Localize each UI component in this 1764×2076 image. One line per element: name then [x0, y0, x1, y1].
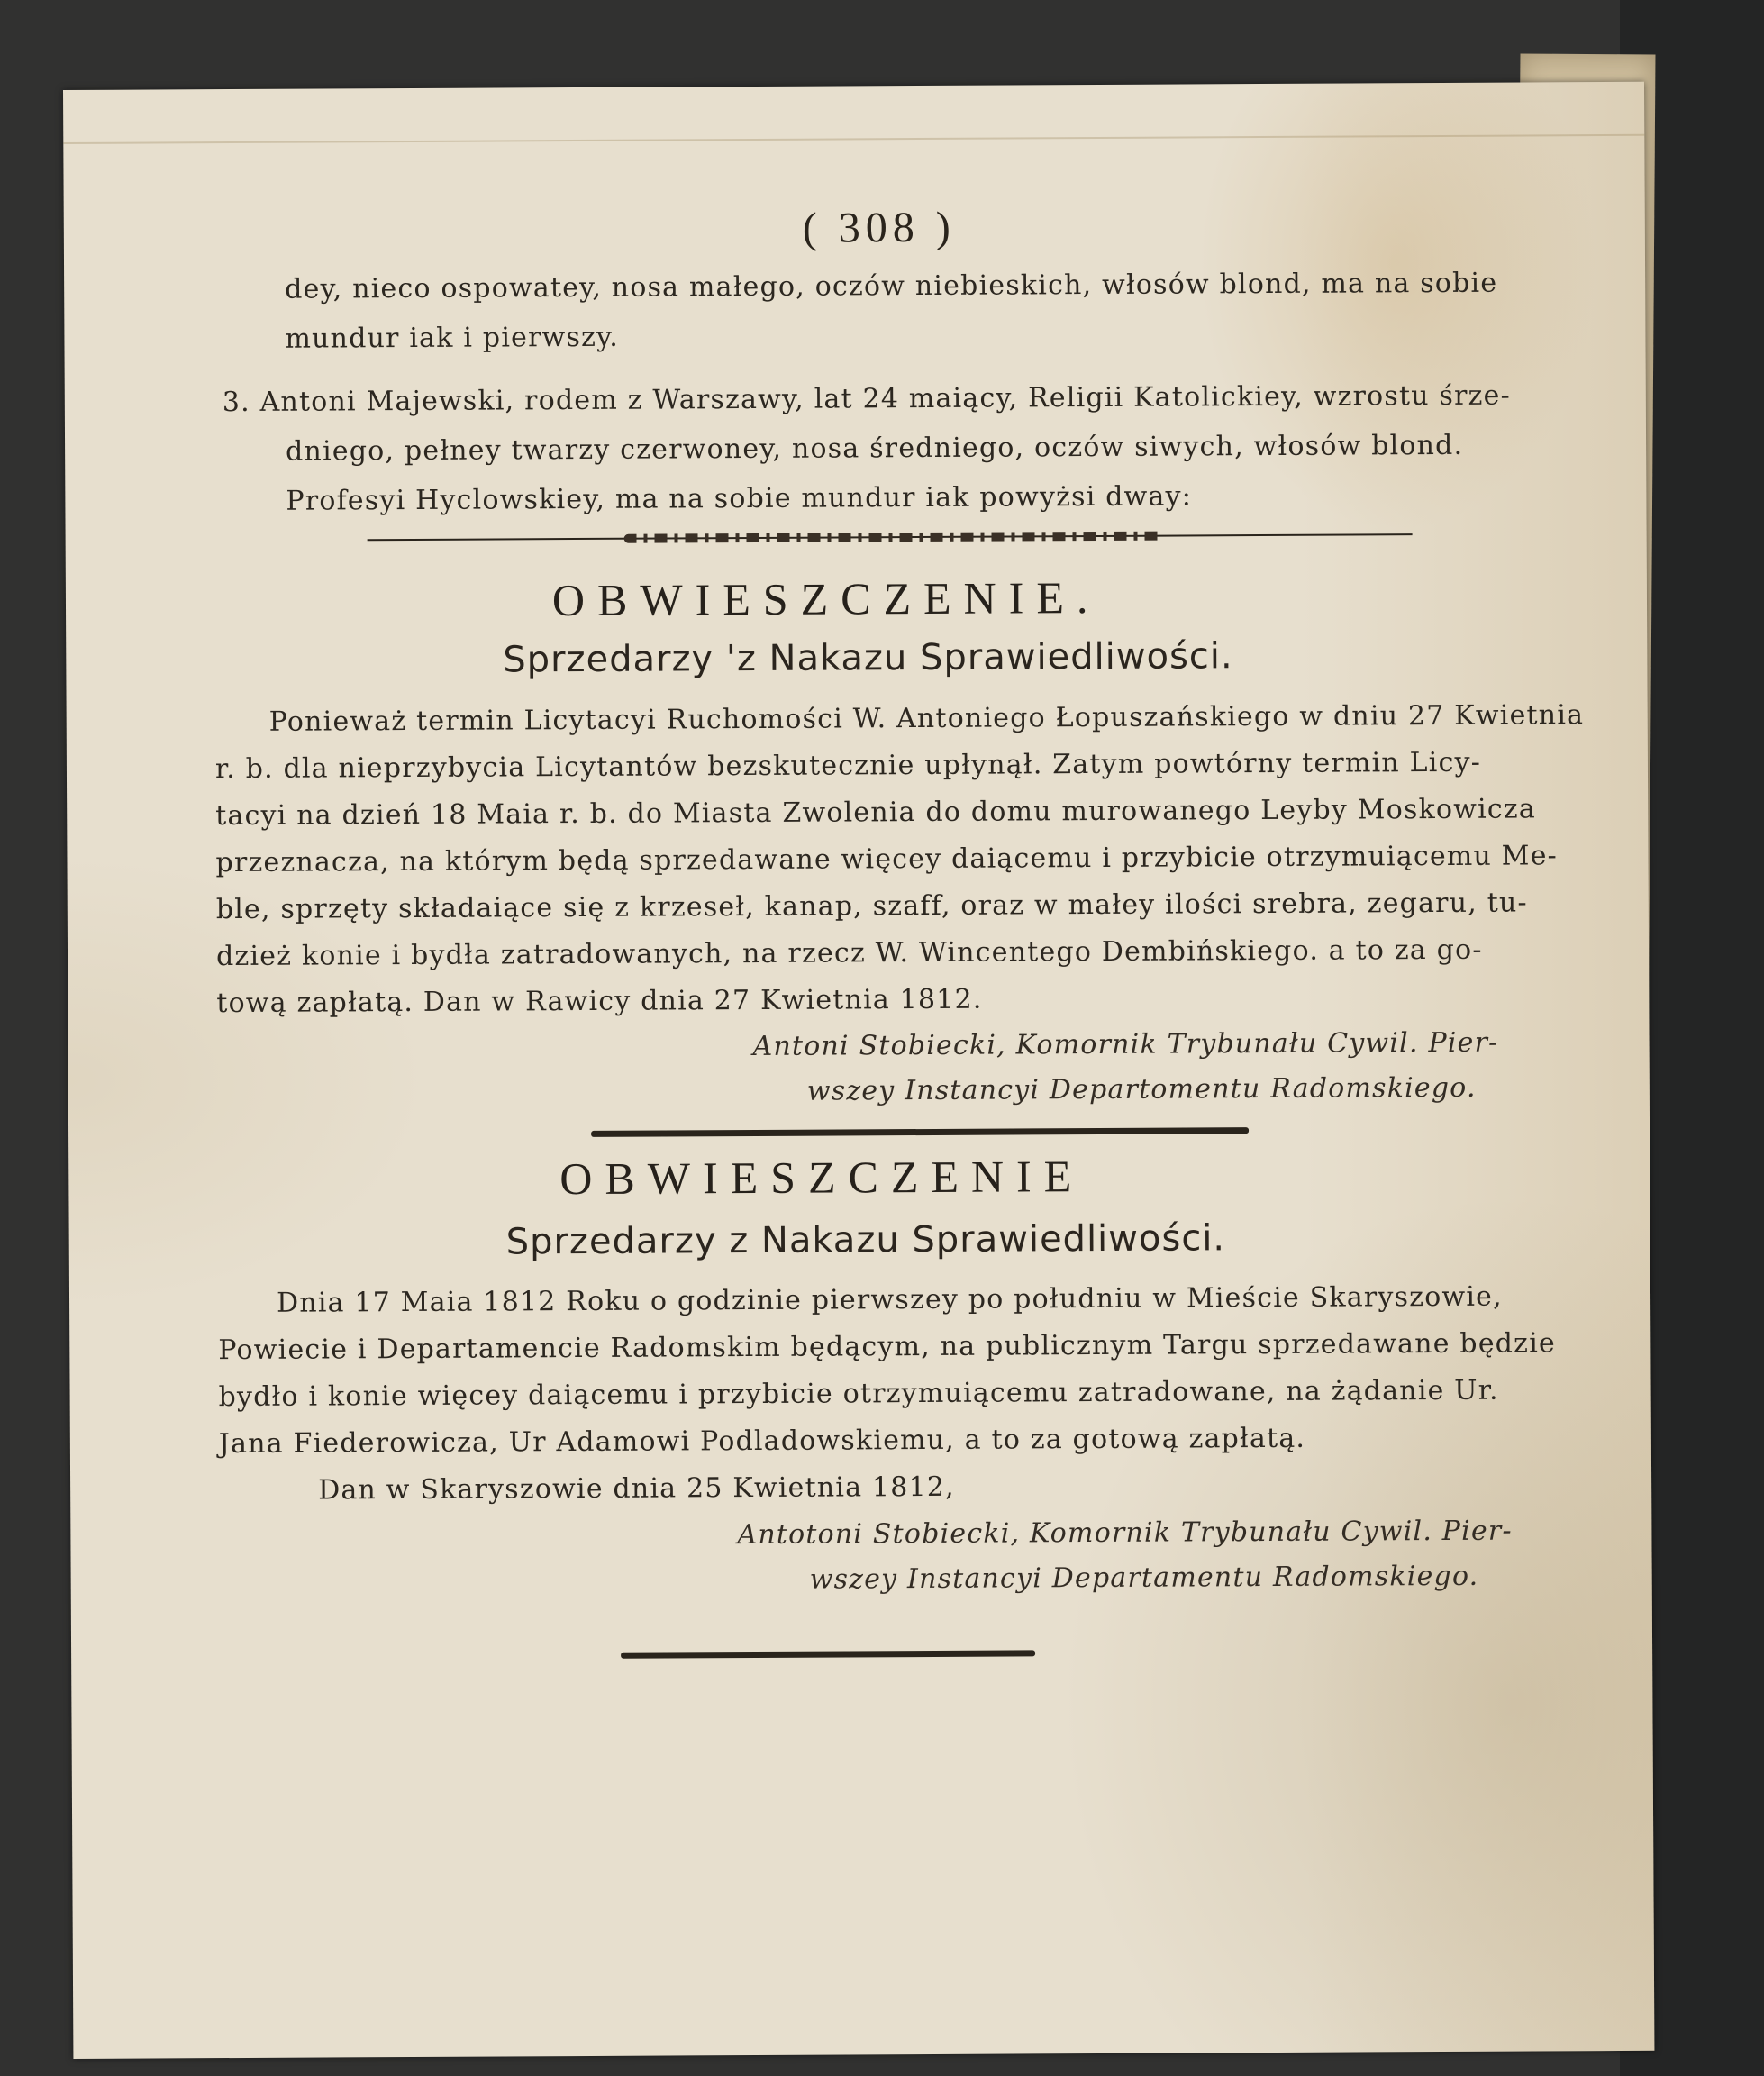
- section-divider-2: [621, 1650, 1035, 1658]
- notice1-line-6: dzież konie i bydła zatradowanych, na rzecz W. Wincentego Dembińskiego. a to za go-: [215, 933, 1483, 973]
- notice2-line-1: Dnia 17 Maia 1812 Roku o godzinie pierwszey po południu w Mieście Skaryszowie,: [276, 1280, 1503, 1319]
- notice1-line-4: przeznacza, na którym będą sprzedawane więcey daiącemu i przybicie otrzymuiącemu Me-: [215, 840, 1559, 879]
- entry3-line-2: dniego, pełney twarzy czerwoney, nosa średniego, oczów siwych, włosów blond.: [286, 429, 1464, 468]
- notice1-signature-line-2: wszey Instancyi Departomentu Radomskiego.: [806, 1071, 1477, 1107]
- notice2-line-4: Jana Fiederowicza, Ur Adamowi Podladowskiemu, a to za gotową zapłatą.: [218, 1422, 1306, 1461]
- notice1-line-3: tacyi na dzień 18 Maia r. b. do Miasta Zwolenia do domu murowanego Leyby Moskowicza: [215, 793, 1537, 833]
- section-divider-1: [591, 1127, 1249, 1137]
- notice2-line-5: Dan w Skaryszowie dnia 25 Kwietnia 1812,: [318, 1470, 955, 1507]
- page-number: ( 308 ): [802, 203, 956, 252]
- document-page: [63, 82, 1654, 2059]
- notice2-heading: OBWIESZCZENIE: [559, 1151, 1085, 1205]
- entry3-line-3: Profesyi Hyclowskiey, ma na sobie mundur iak powyżsi dway:: [286, 480, 1193, 517]
- notice2-signature-line-1: Antotoni Stobiecki, Komornik Trybunału Cywil. Pier-: [737, 1515, 1513, 1552]
- notice2-line-2: Powiecie i Departamencie Radomskim będącym, na publicznym Targu sprzedawane będzie: [218, 1327, 1556, 1367]
- notice1-line-2: r. b. dla nieprzybycia Licytantów bezskutecznie upłynął. Zatym powtórny termin Licy-: [214, 746, 1482, 786]
- notice2-subheading: Sprzedarzy z Nakazu Sprawiedliwości.: [505, 1217, 1226, 1263]
- notice1-heading: OBWIESZCZENIE.: [551, 571, 1101, 626]
- entry3-line-1: 3. Antoni Majewski, rodem z Warszawy, lat 24 maiący, Religii Katolickiey, wzrostu śrze-: [222, 379, 1512, 419]
- notice1-line-7: tową zapłatą. Dan w Rawicy dnia 27 Kwietnia 1812.: [216, 983, 983, 1020]
- entry-continuation-line-1: dey, nieco ospowatey, nosa małego, oczów niebieskich, włosów blond, ma na sobie: [285, 267, 1498, 305]
- ornamental-rule-pattern: [624, 532, 1165, 543]
- notice2-signature-line-2: wszey Instancyi Departamentu Radomskiego.: [809, 1560, 1479, 1596]
- notice1-signature-line-1: Antoni Stobiecki, Komornik Trybunału Cywil. Pier-: [752, 1026, 1499, 1063]
- notice1-line-5: ble, sprzęty składaiące się z krzeseł, kanap, szaff, oraz w małey ilości srebra, zegaru, tu-: [215, 887, 1528, 926]
- entry-continuation-line-2: mundur iak i pierwszy.: [285, 321, 620, 355]
- notice1-subheading: Sprzedarzy 'z Nakazu Sprawiedliwości.: [503, 635, 1233, 681]
- notice1-line-1: Ponieważ termin Licytacyi Ruchomości W. Antoniego Łopuszańskiego w dniu 27 Kwietnia: [268, 699, 1585, 738]
- notice2-line-3: bydło i konie więcey daiącemu i przybicie otrzymuiącemu zatradowane, na żądanie Ur.: [218, 1374, 1499, 1414]
- page-top-crease: [63, 134, 1644, 144]
